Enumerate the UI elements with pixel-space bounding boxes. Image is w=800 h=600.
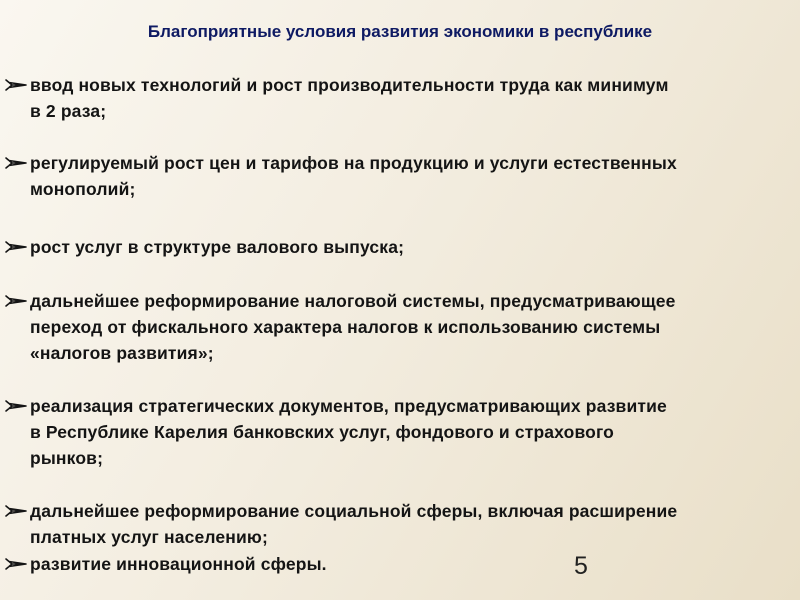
bullet-text: дальнейшее реформирование налоговой системы, предусматривающее переход от фискального характера налогов к использованию системы «налогов развития»;	[30, 291, 676, 363]
arrow-bullet-icon	[4, 288, 32, 314]
bullet-text: реализация стратегических документов, предусматривающих развитие в Республике Карелия банковских услуг, фондового и страхового рынков;	[30, 396, 667, 468]
bullet-item	[4, 393, 784, 471]
arrow-bullet-icon	[4, 498, 32, 524]
arrow-bullet-icon	[4, 551, 32, 577]
bullet-text: ввод новых технологий и рост производительности труда как минимум в 2 раза;	[30, 75, 669, 121]
bullet-text: регулируемый рост цен и тарифов на продукцию и услуги естественных монополий;	[30, 153, 677, 199]
bullet-text: развитие инновационной сферы.	[30, 554, 327, 574]
arrow-bullet-icon	[4, 150, 32, 176]
bullet-item	[4, 498, 784, 550]
page-number: 5	[574, 552, 588, 580]
bullet-text: дальнейшее реформирование социальной сферы, включая расширение платных услуг населению;	[30, 501, 678, 547]
arrow-bullet-icon	[4, 234, 32, 260]
bullet-text: рост услуг в структуре валового выпуска;	[30, 237, 405, 257]
bullet-item	[4, 150, 784, 202]
bullet-item	[4, 72, 784, 124]
bullet-item	[4, 551, 784, 577]
arrow-bullet-icon	[4, 72, 32, 98]
bullet-item	[4, 234, 784, 260]
slide-title: Благоприятные условия развития экономики в республике	[147, 22, 653, 41]
bullet-item	[4, 288, 784, 366]
arrow-bullet-icon	[4, 393, 32, 419]
